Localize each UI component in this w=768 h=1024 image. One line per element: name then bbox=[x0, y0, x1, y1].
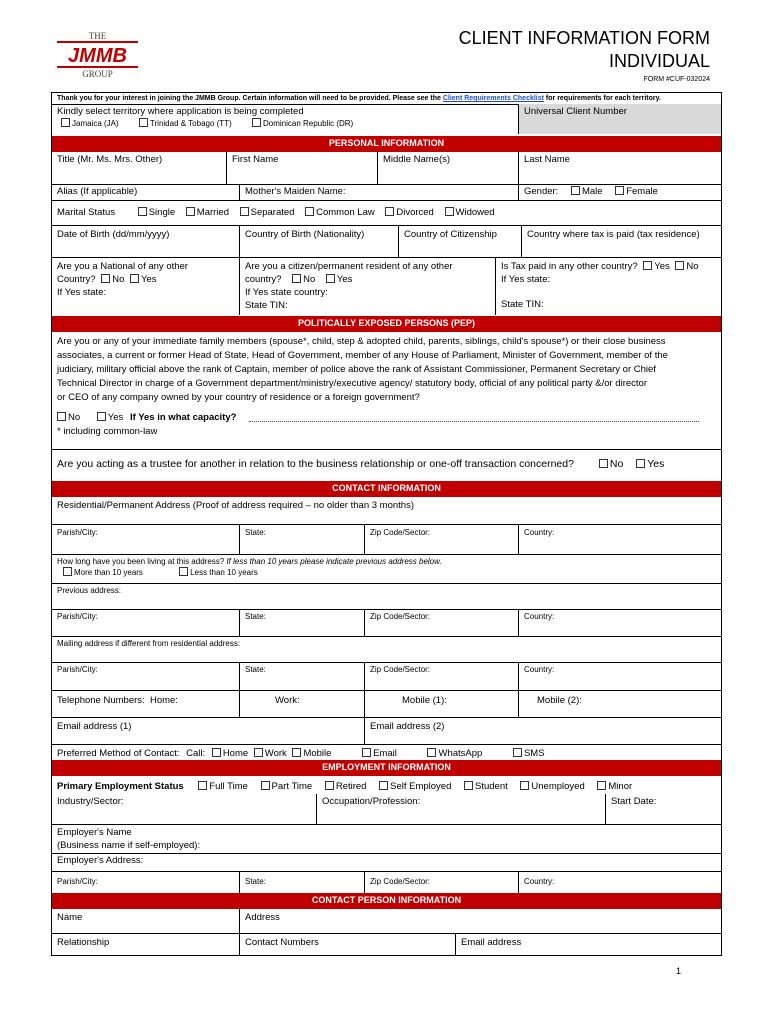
mailing-country-field[interactable]: Country: bbox=[524, 665, 555, 674]
territory-checkbox-ja[interactable]: Jamaica (JA) bbox=[61, 119, 119, 128]
employer-address-field[interactable]: Employer's Address: bbox=[57, 855, 144, 866]
more-than-10-years-checkbox[interactable]: More than 10 years bbox=[63, 568, 143, 577]
contact-person-header: CONTACT PERSON INFORMATION bbox=[52, 893, 721, 909]
mailing-state-field[interactable]: State: bbox=[245, 665, 266, 674]
last-name-field[interactable]: Last Name bbox=[524, 154, 570, 165]
telephone-mobile2-field[interactable]: Mobile (2): bbox=[537, 695, 582, 706]
pep-yes-checkbox[interactable]: Yes bbox=[97, 412, 124, 423]
trustee-question: Are you acting as a trustee for another in relation to the business relationship or one-off transaction concerned? No Yes bbox=[57, 458, 665, 470]
territory-checkbox-tt[interactable]: Trinidad & Tobago (TT) bbox=[139, 119, 232, 128]
preferred-work-checkbox[interactable]: Work bbox=[254, 748, 287, 759]
start-date-field[interactable]: Start Date: bbox=[611, 796, 657, 807]
contact-information-header: CONTACT INFORMATION bbox=[52, 481, 721, 497]
previous-state-field[interactable]: State: bbox=[245, 612, 266, 621]
employer-state-field[interactable]: State: bbox=[245, 877, 266, 886]
tax-other-country-field: Is Tax paid in any other country? Yes No If Yes state: State TIN: bbox=[501, 261, 699, 310]
national-no-checkbox[interactable]: No bbox=[101, 274, 124, 285]
mailing-parish-field[interactable]: Parish/City: bbox=[57, 665, 98, 674]
mailing-zip-field[interactable]: Zip Code/Sector: bbox=[370, 665, 431, 674]
previous-parish-field[interactable]: Parish/City: bbox=[57, 612, 98, 621]
requirements-checklist-link[interactable]: Client Requirements Checklist bbox=[442, 95, 544, 102]
first-name-field[interactable]: First Name bbox=[232, 154, 279, 165]
preferred-email-checkbox[interactable]: Email bbox=[362, 748, 397, 759]
preferred-home-checkbox[interactable]: Home bbox=[212, 748, 248, 759]
contact-person-numbers-field[interactable]: Contact Numbers bbox=[245, 937, 319, 948]
marital-married-checkbox[interactable]: Married bbox=[186, 207, 229, 218]
employment-status-row: Primary Employment Status Full Time Part Time Retired Self Employed Student Unemployed Minor bbox=[57, 781, 633, 792]
employment-information-header: EMPLOYMENT INFORMATION bbox=[52, 760, 721, 776]
pep-no-checkbox[interactable]: No bbox=[57, 412, 80, 423]
pep-header: POLITICALLY EXPOSED PERSONS (PEP) bbox=[52, 316, 721, 332]
residential-address-field[interactable]: Residential/Permanent Address (Proof of address required – no older than 3 months) bbox=[57, 500, 414, 511]
national-yes-checkbox[interactable]: Yes bbox=[130, 274, 157, 285]
residential-parish-field[interactable]: Parish/City: bbox=[57, 528, 98, 537]
logo-bottom-text: GROUP bbox=[82, 69, 113, 79]
marital-common-law-checkbox[interactable]: Common Law bbox=[305, 207, 375, 218]
page-number: 1 bbox=[676, 966, 682, 976]
marital-widowed-checkbox[interactable]: Widowed bbox=[445, 207, 495, 218]
employer-parish-field[interactable]: Parish/City: bbox=[57, 877, 98, 886]
employment-full-time-checkbox[interactable]: Full Time bbox=[198, 781, 248, 792]
preferred-sms-checkbox[interactable]: SMS bbox=[513, 748, 545, 759]
territory-section bbox=[52, 104, 518, 134]
gender-female-checkbox[interactable]: Female bbox=[615, 186, 658, 197]
national-other-country-field: Are you a National of any other Country? No Yes If Yes state: bbox=[57, 261, 188, 298]
territory-label: Kindly select territory where application is being completed bbox=[57, 106, 304, 117]
mailing-address-field[interactable]: Mailing address if different from residential address: bbox=[57, 639, 241, 648]
contact-person-email-field[interactable]: Email address bbox=[461, 937, 522, 948]
employer-name-field[interactable]: Employer's Name (Business name if self-employed): bbox=[57, 827, 201, 851]
pep-question: Are you or any of your immediate family members (spouse*, child, step & adopted child, parents, siblings, child's spouse*) or their close business associates, a current or former Head of State, Head of Government, member of any House of Parliament, Minister of Government, member of the judiciary, military official above the rank of Captain, member of police above the rank of Assistant Commissioner, Permanent Secretary or Chief Technical Director in charge of a Government department/ministry/executive agency/ statutory body, official of any political party &/or director or CEO of any company owned by your country of residence or a foreign government? No Yes If Yes in what capacity? * including common-law bbox=[52, 333, 721, 443]
employment-student-checkbox[interactable]: Student bbox=[464, 781, 508, 792]
citizen-no-checkbox[interactable]: No bbox=[292, 274, 315, 285]
industry-sector-field[interactable]: Industry/Sector: bbox=[57, 796, 124, 807]
territory-checkbox-dr[interactable]: Dominican Republic (DR) bbox=[252, 119, 353, 128]
alias-field[interactable]: Alias (If applicable) bbox=[57, 186, 138, 197]
universal-client-number-field[interactable]: Universal Client Number bbox=[519, 104, 721, 134]
taxpaid-no-checkbox[interactable]: No bbox=[675, 261, 698, 272]
mothers-maiden-name-field[interactable]: Mother's Maiden Name: bbox=[245, 186, 346, 197]
employment-self-employed-checkbox[interactable]: Self Employed bbox=[379, 781, 451, 792]
preferred-whatsapp-checkbox[interactable]: WhatsApp bbox=[427, 748, 482, 759]
contact-person-address-field[interactable]: Address bbox=[245, 912, 280, 923]
citizen-other-country-field: Are you a citizen/permanent resident of any other country? No Yes If Yes state country: State TIN: bbox=[245, 261, 453, 311]
marital-status-row: Marital Status Single Married Separated Common Law Divorced Widowed bbox=[57, 207, 495, 218]
pep-capacity-input[interactable] bbox=[249, 421, 699, 422]
previous-country-field[interactable]: Country: bbox=[524, 612, 555, 621]
intro-text: Thank you for your interest in joining the JMMB Group. Certain information will need to be provided. Please see the Client Requirements Checklist for requirements for each territory. bbox=[57, 95, 661, 102]
citizen-yes-checkbox[interactable]: Yes bbox=[326, 274, 353, 285]
employment-part-time-checkbox[interactable]: Part Time bbox=[261, 781, 313, 792]
country-of-birth-field[interactable]: Country of Birth (Nationality) bbox=[245, 229, 365, 240]
taxpaid-yes-checkbox[interactable]: Yes bbox=[643, 261, 670, 272]
logo-brand-text: JMMB bbox=[68, 45, 127, 67]
employer-country-field[interactable]: Country: bbox=[524, 877, 555, 886]
title-field[interactable]: Title (Mr. Ms. Mrs. Other) bbox=[57, 154, 163, 165]
employment-unemployed-checkbox[interactable]: Unemployed bbox=[520, 781, 584, 792]
contact-person-relationship-field[interactable]: Relationship bbox=[57, 937, 110, 948]
form-subtitle: INDIVIDUAL bbox=[608, 51, 710, 71]
gender-field: Gender: Male Female bbox=[524, 186, 658, 197]
telephone-mobile1-field[interactable]: Mobile (1): bbox=[402, 695, 447, 706]
country-of-citizenship-field[interactable]: Country of Citizenship bbox=[404, 229, 497, 240]
contact-person-name-field[interactable]: Name bbox=[57, 912, 83, 923]
marital-divorced-checkbox[interactable]: Divorced bbox=[385, 207, 434, 218]
form-title: CLIENT INFORMATION FORM bbox=[458, 28, 710, 48]
occupation-field[interactable]: Occupation/Profession: bbox=[322, 796, 421, 807]
jmmb-logo bbox=[55, 30, 140, 80]
less-than-10-years-checkbox[interactable]: Less than 10 years bbox=[179, 568, 258, 577]
personal-information-header: PERSONAL INFORMATION bbox=[52, 136, 721, 152]
marital-separated-checkbox[interactable]: Separated bbox=[240, 207, 295, 218]
preferred-mobile-checkbox[interactable]: Mobile bbox=[292, 748, 331, 759]
address-duration-field: How long have you been living at this address? If less than 10 years please indicate previous address below. More than 10 years Less than 10 years bbox=[57, 557, 442, 577]
employment-minor-checkbox[interactable]: Minor bbox=[597, 781, 632, 792]
employment-retired-checkbox[interactable]: Retired bbox=[325, 781, 367, 792]
telephone-work-field[interactable]: Work: bbox=[275, 695, 300, 706]
form-number: FORM #CUF-032024 bbox=[643, 76, 710, 83]
residential-zip-field[interactable]: Zip Code/Sector: bbox=[370, 528, 431, 537]
employer-zip-field[interactable]: Zip Code/Sector: bbox=[370, 877, 431, 886]
gender-male-checkbox[interactable]: Male bbox=[571, 186, 603, 197]
residential-state-field[interactable]: State: bbox=[245, 528, 266, 537]
email-address-2-field[interactable]: Email address (2) bbox=[370, 721, 445, 732]
tax-residence-field[interactable]: Country where tax is paid (tax residence) bbox=[527, 229, 700, 240]
trustee-yes-checkbox[interactable]: Yes bbox=[636, 458, 664, 470]
telephone-home-field[interactable]: Telephone Numbers: Home: bbox=[57, 695, 178, 706]
previous-address-field[interactable]: Previous address: bbox=[57, 586, 122, 595]
logo-top-text: THE bbox=[88, 31, 107, 41]
email-address-1-field[interactable]: Email address (1) bbox=[57, 721, 132, 732]
date-of-birth-field[interactable]: Date of Birth (dd/mm/yyyy) bbox=[57, 229, 170, 240]
middle-name-field[interactable]: Middle Name(s) bbox=[383, 154, 451, 165]
marital-single-checkbox[interactable]: Single bbox=[138, 207, 175, 218]
preferred-contact-row: Preferred Method of Contact: Call: Home Work Mobile Email WhatsApp SMS bbox=[57, 748, 545, 759]
previous-zip-field[interactable]: Zip Code/Sector: bbox=[370, 612, 431, 621]
pep-note: * including common-law bbox=[57, 426, 158, 437]
trustee-no-checkbox[interactable]: No bbox=[599, 458, 623, 470]
client-information-form bbox=[51, 92, 722, 956]
residential-country-field[interactable]: Country: bbox=[524, 528, 555, 537]
